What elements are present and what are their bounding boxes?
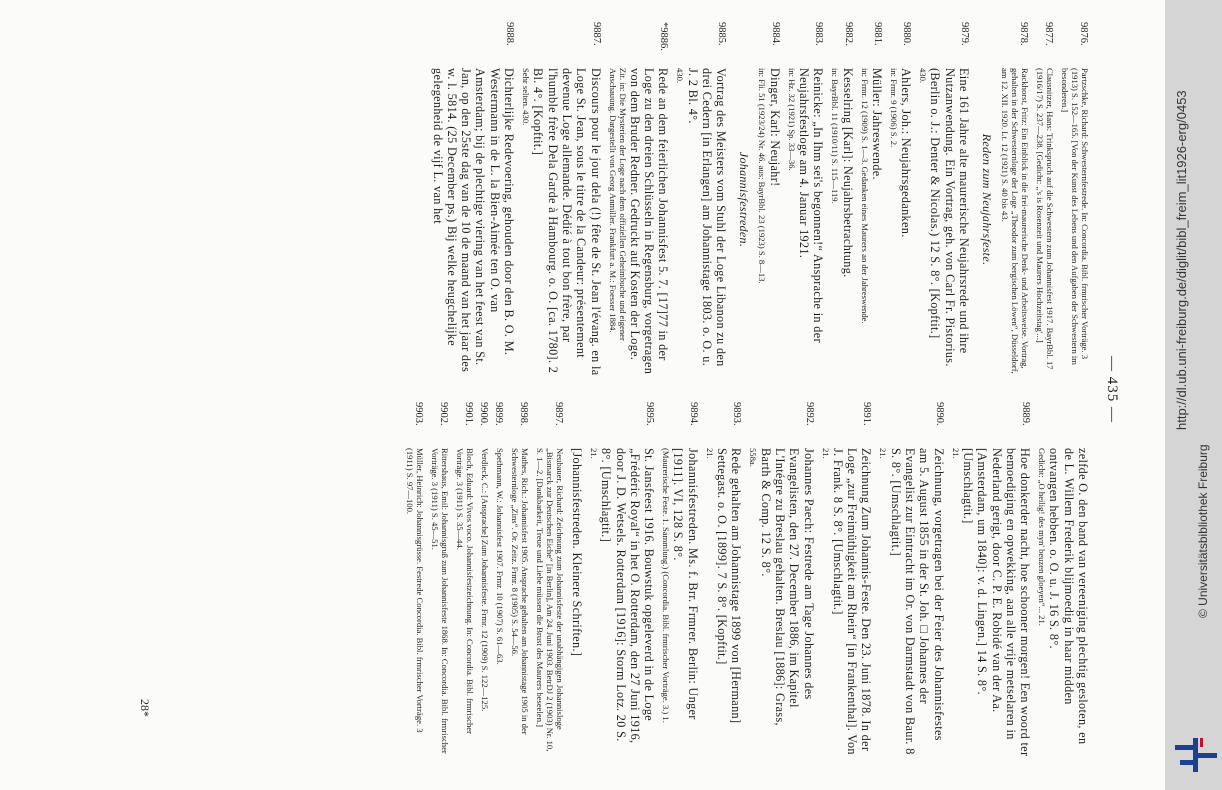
entry-number: 9891.: [861, 402, 873, 426]
entry-title: zelfde O. den band van vereeniging plechtig gesloten, en de L. Willem Frederik blijmoedig in haar midden ontvangen hebben. o. O. u. J. 16 S. 8°.: [1047, 448, 1090, 745]
entry-title: Reinicke: „In Ihm sei's begonnen!“ Ansprache in der Neujahrsfestloge am 4. Januar 1921.: [796, 68, 826, 343]
entry-note: 21.: [878, 448, 889, 459]
bibliography-entry: [705, 402, 744, 757]
entry-number: 9883.: [813, 22, 825, 46]
bibliography-entry: [918, 22, 971, 377]
right-column: [400, 402, 1090, 757]
copyright-notice: © Universitätsbibliothek Freiburg: [1196, 444, 1210, 618]
bibliography-entry: [661, 402, 700, 757]
bibliography-entry: [675, 22, 728, 377]
entry-number: 9879.: [959, 22, 970, 46]
left-column: [425, 22, 1090, 377]
entry-note: Verdieck, C.: [Ansprache] Zum Johannisfeste. Frmr. 12 (1909) S. 122—125.: [479, 448, 490, 712]
entry-title: Dinger, Karl: Neujahr!: [767, 68, 782, 187]
entry-note: Müller, Heinrich: Johannisgrüsse. Festrede Concordia. Bibl. frmrischer Vorträge. 3 (1911) S. 97—100.: [404, 448, 425, 733]
bibliography-entry: [951, 402, 1032, 757]
entry-title: Kesselring [Karl]: Neujahrsbetrachtung.: [840, 68, 855, 278]
entry-note: 21.: [588, 448, 599, 459]
bibliography-entry: [878, 402, 945, 757]
entry-number: 9882.: [842, 22, 854, 46]
entry-number: 9877.: [1043, 22, 1054, 46]
entry-number: 9901.: [462, 402, 474, 426]
entry-number: 9903.: [412, 402, 424, 426]
entry-note: Clausnitzer, Hans: Trinkspruch auf die Schwestern zum Johannisfest 1917. BayrBbl. 17 (1916/17) S. 237—238. [Gedicht: „'s is Rosenzeit und Maurers Hochzeitstag'...]: [1035, 68, 1055, 370]
entry-number: 9888.: [504, 22, 516, 46]
entry-number: 9895.: [644, 402, 656, 426]
entry-number: 9887.: [590, 22, 602, 46]
entry-number: 9878.: [1018, 22, 1029, 46]
entry-note: (Maurerische Feste. 1. Sammlung.) (Concordia. Bibl. frmrischer Vorträge. 3.) 1.: [661, 448, 672, 723]
entry-number: 9880.: [901, 22, 913, 46]
entry-note: in: Hz. 32 (1921) Sp. 33—36.: [786, 68, 797, 171]
entry-note: Spethmann, W.: Johannisfest 1907. Frmr. 10 (1907) S. 61—63.: [494, 448, 505, 665]
bibliography-entry: [889, 22, 913, 377]
bibliography-entry: [1037, 402, 1090, 757]
permalink-url[interactable]: http://dl.ub.uni-freiburg.de/diglit/bibl_freim_lit1926-erg/0453: [1174, 90, 1189, 430]
entry-note: Sehr selten. 430.: [521, 68, 532, 126]
bibliography-entry: [510, 402, 530, 757]
entry-note: Rittershaus, Emil: Johannisgruß zum Johannisfeste 1868. In: Concordia. Bibl. frmrischer Vorträge. 3 (1911) S. 45—51.: [429, 448, 450, 754]
bibliography-entry: [821, 402, 874, 757]
entry-number: 9876.: [1078, 22, 1089, 46]
section-heading: Reden zum Neujahrsfeste.: [980, 133, 994, 266]
entry-title: Rede gehalten am Johannistage 1899 von [Hermann] Settegast. o. O. [1899]. 7 S. 8°. [Kopftit.]: [715, 448, 744, 724]
bibliography-entry: [430, 22, 516, 377]
page-content: [135, 22, 1120, 757]
entry-title: Discours pour le jour dela (!) fête de St. Jean l'évang. en la Loge St. Jean, sous le titre de la Candeur: présentement devenue Loge allemande. Dédié à tout bon frère, par l'humble frère Dela Garde à Hambourg. o. O. [ca. 1780]. 2 Bl. 4°. [Kopftit.]: [531, 68, 603, 376]
entry-title: Ahlers, Joh.: Neujahrsgedanken.: [899, 68, 914, 238]
entry-note: in: Frmr. 9 (1906) S. 2.: [888, 68, 899, 148]
entry-number: 9902.: [437, 402, 449, 426]
bibliography-entry: [757, 22, 781, 377]
entry-title: Johannisfestreden. Ms. f. Brr. Frmrer. Berlin: Unger [1911]. VI, 128 S. 8°.: [671, 448, 700, 720]
entry-note: 558a.: [748, 448, 759, 467]
entry-title: Zeichnung Zum Johannis-Feste. Den 23. Juni 1878. In der Loge „zur Freimüthigkeit am Rhein“ [in Frankenthal]. Von J. Frank. 8 S. 8°. [Umschlagtit.]: [830, 448, 874, 755]
bibliography-entry: [492, 402, 505, 757]
entry-number: 9885.: [716, 22, 728, 46]
entry-number: 9897.: [552, 402, 564, 426]
entry-title: Zeichnung, vorgetragen bei der Feier des Johannisfestes am 5. August 1855 in der St. Joh. □ Johannes der Evangelist zur Eintracht im Or. von Darmstadt von Baur. 8 S. 8°. [Umschlagtit.]: [888, 448, 946, 755]
bibliography-entry: [830, 22, 854, 377]
bibliography-entry: [860, 22, 884, 377]
bibliography-entry: [455, 402, 475, 757]
bibliography-entry: [608, 22, 671, 377]
entry-note: Zit. in: Die Mysterien der Loge nach dem offiziellen Geheimbuche und eigener Anschauung. Dargestellt von Georg Anmiller. Frankfurt a. M.: Foesser 1884.: [607, 68, 628, 341]
bibliography-entry: [430, 402, 450, 757]
entry-number: 9898.: [517, 402, 529, 426]
entry-note: Mathes, Rich.: Johannisfest 1905. Ansprache gehalten am Johannistage 1905 in der Schwesternloge „Zins“. Or. Zeitz. Frmr. 8 (1905) S. 54—56.: [509, 448, 530, 735]
entry-note: 21.: [950, 448, 961, 459]
entry-note: in: Fli. 51 (1923/24) Nr. 46. aus: BayrBbl. 23 (1923) S. 8—13.: [757, 68, 768, 284]
bibliography-entry: [589, 402, 656, 757]
entry-number: *9886.: [658, 22, 670, 51]
entry-number: 9900.: [477, 402, 489, 426]
entry-number: 9881.: [871, 22, 883, 46]
entry-number: 9889.: [1020, 402, 1032, 426]
section-heading: Johannisfestreden.: [737, 151, 752, 248]
entry-note: in: BayrBbl. 11 (1910/11) S. 115—119.: [830, 68, 841, 204]
entry-note: 430.: [918, 68, 929, 84]
entry-number: 9894.: [687, 402, 699, 426]
bibliography-entry: [570, 402, 584, 757]
entry-note: 430.: [675, 68, 686, 84]
entry-number: 9884.: [769, 22, 781, 46]
entry-number: 9890.: [933, 402, 945, 426]
bibliography-entry: [477, 402, 490, 757]
entry-note: in: Frmr. 12 (1909) S. 1—3. Gedanken eines Maurers an der Jahreswende.: [859, 68, 870, 324]
entry-note: Rackhorst, Fritz: Ein Einblick in die frei-maurerische Denk- und Arbeitsweise. Vortrag, gehalten in der Schwesternloge der Loge „Theodor zum bergischen Löwen“, Düsseldorf, am 12. XII. 1920. Lt. 12 (1921) S. 40 bis 43.: [1000, 68, 1030, 374]
entry-note: Bloch, Eduard: Vivos voco. Johannisfestzeichnung. In: Concordia. Bibl. frmrischer Vorträge. 3 (1911) S. 35—44.: [454, 448, 475, 734]
entry-title: Johannes Paech: Festrede am Tage Johannes des Evangelisten, den 27. December 1886, im Kapitel L'Intégre zu Breslau gehalten. Breslau [1886]: Grass, Barth & Comp. 12 S. 8°.: [758, 448, 816, 726]
entry-title: Müller: Jahreswende.: [869, 68, 884, 180]
bibliography-entry: [748, 402, 815, 757]
bibliography-entry: [405, 402, 425, 757]
entry-number: 9899.: [492, 402, 504, 426]
page-number: — 435 —: [1104, 356, 1120, 423]
bibliography-entry: [521, 22, 602, 377]
entry-title: Rede an dem feierlichen Johannisfest 5. 7. [17]77 in der Loge zu den dreien Schlüsseln in Regensburg, vorgetragen von dem Bruder Redner. Gedruckt auf Kosten der Loge.: [627, 68, 671, 375]
bibliography-entry: [1000, 22, 1030, 377]
entry-note: 21.: [820, 448, 831, 459]
bibliography-entry: [1035, 22, 1055, 377]
entry-note: Gedicht: „O heilig! des myn' beuzen gloeyen“... 21.: [1037, 448, 1048, 626]
entry-number: 9893.: [731, 402, 743, 426]
entry-title: Eine 161 Jahre alte maurerische Neujahrsrede und ihre Nutzanwendung. Ein Vortrag, geh. von Carl Fr. Pistorius. (Berlin o. J.: Denter & Nicolas.) 12 S. 8°. [Kopftit.]: [928, 68, 971, 367]
entry-title: Dichterlijke Redevoering, gehouden door den B. O. M. Westermann in de L. la Bien-Aimée ten O. van Amsterdam; bij de plechtige viering van het feest van St. Jan, op den 25ste dag van de 10 de maand van het jaar des w. l. 5814. (25 December ps.) Bij welke heugchelijke gelegenheid de vijf L. van het: [430, 68, 517, 373]
entry-title: [Johannisfestreden. Kleinere Schriften.]: [569, 448, 584, 657]
bibliography-entry: [535, 402, 565, 757]
entry-number: 9892.: [803, 402, 815, 426]
entry-note: 21.: [704, 448, 715, 459]
bibliography-entry: [1060, 22, 1090, 377]
page-footer: 28*: [138, 699, 152, 717]
entry-title: Vortrag des Meisters vom Stuhl der Loge Libanon zu den drei Cedern [in Erlangen] am Johannistage 1803. o. O. u. J. 2 Bl. 4°.: [685, 68, 729, 367]
entry-title: St. Jansfeest 1916. Bouwstuk opgeleverd in de Loge „Frédéric Royal“ in het O. Rotterdam, den 27 Juni 1916, door J. D. Wetsels. Rotterdam [1916]: Storm Lotz. 20 S. 8°. [Umschlagtit.]: [599, 448, 657, 744]
entry-note: Neubauer, Richard: Zeichnung zum Johannisfeste der unabhängigen Johannisloge „Bismarck zur Deutschen Eiche“ [in Berlin], Am 24. Juni 1903. BetrDJ 2 (1903) Nr. 10, S. 1—2. [Dankbarkeit, Treue und Liebe müssen die Brust des Maurers beseelen.]: [534, 448, 565, 752]
ub-freiburg-logo-icon: [1175, 738, 1217, 772]
entry-title: Hoe donkerder nacht, hoe schooner morgen! Een woord ter bemoediging en opwekking, aan alle vrije metselaren in Nederland gerigt, door C. P. E. Robidé van der Aa. [Amsterdam, um 1840]: v. d. Lingen.] 14 S. 8°. [Umschlagtit.]: [960, 448, 1033, 757]
entry-note: Partzschke, Richard: Schwesternfestrede. In: Concordia. Bibl. frmrischer Vorträge. 3 (1913) S. 152—165. [Von der Kunst des Lebens und den Aufgaben der Schwestern im besonderen.]: [1060, 68, 1090, 365]
bibliography-entry: [787, 22, 826, 377]
